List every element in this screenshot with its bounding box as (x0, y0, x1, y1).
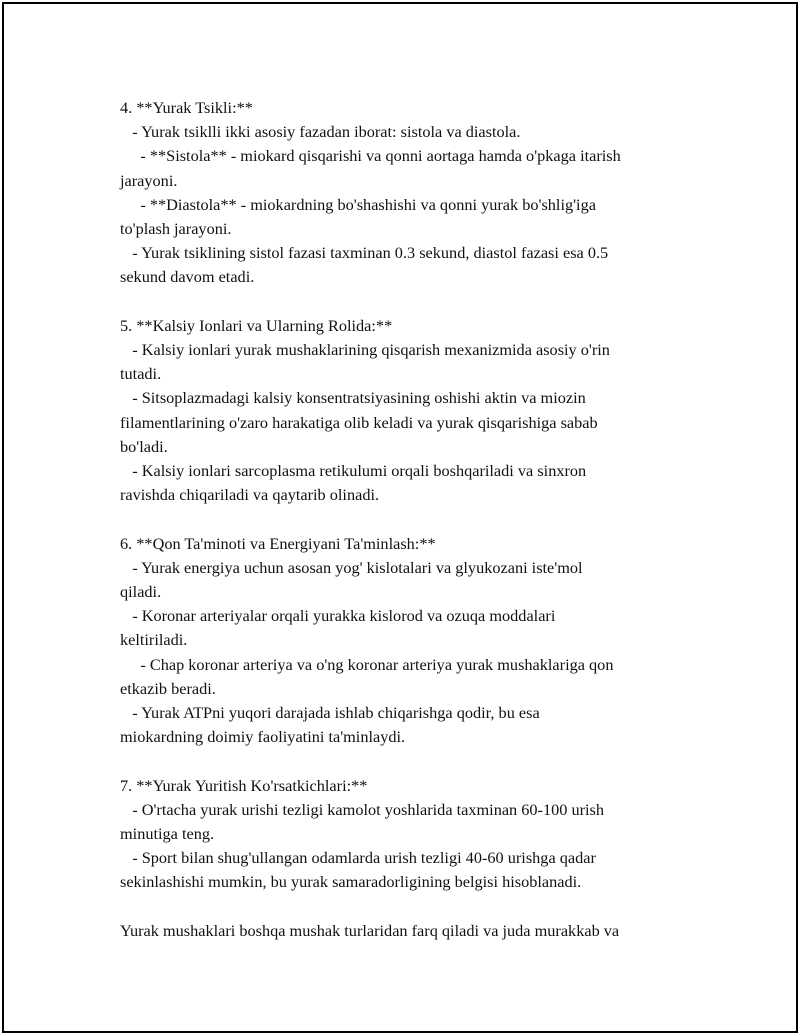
text-line: - O'rtacha yurak urishi tezligi kamolot yoshlarida taxminan 60-100 urish (120, 799, 605, 819)
text-line: minutiga teng. (120, 824, 215, 844)
text-line: qiladi. (120, 582, 162, 602)
text-line: - Kalsiy ionlari sarcoplasma retikulumi orqali boshqariladi va sinxron (120, 461, 587, 481)
section-heading: 5. **Kalsiy Ionlari va Ularning Rolida:** (120, 315, 393, 335)
text-line: tutadi. (120, 364, 162, 384)
document-body (120, 96, 690, 943)
text-line: miokardning doimiy faoliyatini ta'minlaydi. (120, 727, 406, 747)
text-line: filamentlarining o'zaro harakatiga olib keladi va yurak qisqarishiga sabab (120, 412, 598, 432)
text-line: to'plash jarayoni. (120, 219, 232, 239)
text-line: - **Sistola** - miokard qisqarishi va qonni aortaga hamda o'pkaga itarish (120, 146, 621, 166)
text-line: ravishda chiqariladi va qaytarib olinadi. (120, 485, 380, 505)
section-heading: 6. **Qon Ta'minoti va Energiyani Ta'minlash:** (120, 533, 436, 553)
text-line: Yurak mushaklari boshqa mushak turlaridan farq qiladi va juda murakkab va (120, 920, 620, 940)
text-line: - Sport bilan shug'ullangan odamlarda urish tezligi 40-60 urishga qadar (120, 848, 596, 868)
section-heading: 4. **Yurak Tsikli:** (120, 98, 253, 117)
text-line: bo'ladi. (120, 436, 168, 456)
section-heading: 7. **Yurak Yuritish Ko'rsatkichlari:** (120, 775, 368, 795)
text-line: - **Diastola** - miokardning bo'shashishi va qonni yurak bo'shlig'iga (120, 194, 596, 214)
text-line: - Yurak ATPni yuqori darajada ishlab chiqarishga qodir, bu esa (120, 703, 540, 723)
text-line: etkazib beradi. (120, 678, 216, 698)
document-page (2, 2, 798, 1033)
text-line: - Kalsiy ionlari yurak mushaklarining qisqarish mexanizmida asosiy o'rin (120, 340, 610, 360)
text-line: sekinlashishi mumkin, bu yurak samaradorligining belgisi hisoblanadi. (120, 872, 582, 892)
text-line: keltiriladi. (120, 630, 188, 650)
text-line: - Yurak tsiklining sistol fazasi taxminan 0.3 sekund, diastol fazasi esa 0.5 (120, 243, 609, 263)
text-line: - Yurak energiya uchun asosan yog' kislotalari va glyukozani iste'mol (120, 557, 583, 577)
paragraph-gap (120, 895, 690, 919)
text-line: - Koronar arteriyalar orqali yurakka kislorod va ozuqa moddalari (120, 606, 556, 626)
text-line: sekund davom etadi. (120, 267, 255, 287)
text-line: - Yurak tsiklli ikki asosiy fazadan iborat: sistola va diastola. (120, 122, 521, 142)
paragraph-gap (120, 507, 690, 531)
text-line: jarayoni. (120, 170, 178, 190)
text-line: - Chap koronar arteriya va o'ng koronar arteriya yurak mushaklariga qon (120, 654, 614, 674)
paragraph-gap (120, 749, 690, 773)
text-line: - Sitsoplazmadagi kalsiy konsentratsiyasining oshishi aktin va miozin (120, 388, 586, 408)
paragraph-gap (120, 290, 690, 314)
